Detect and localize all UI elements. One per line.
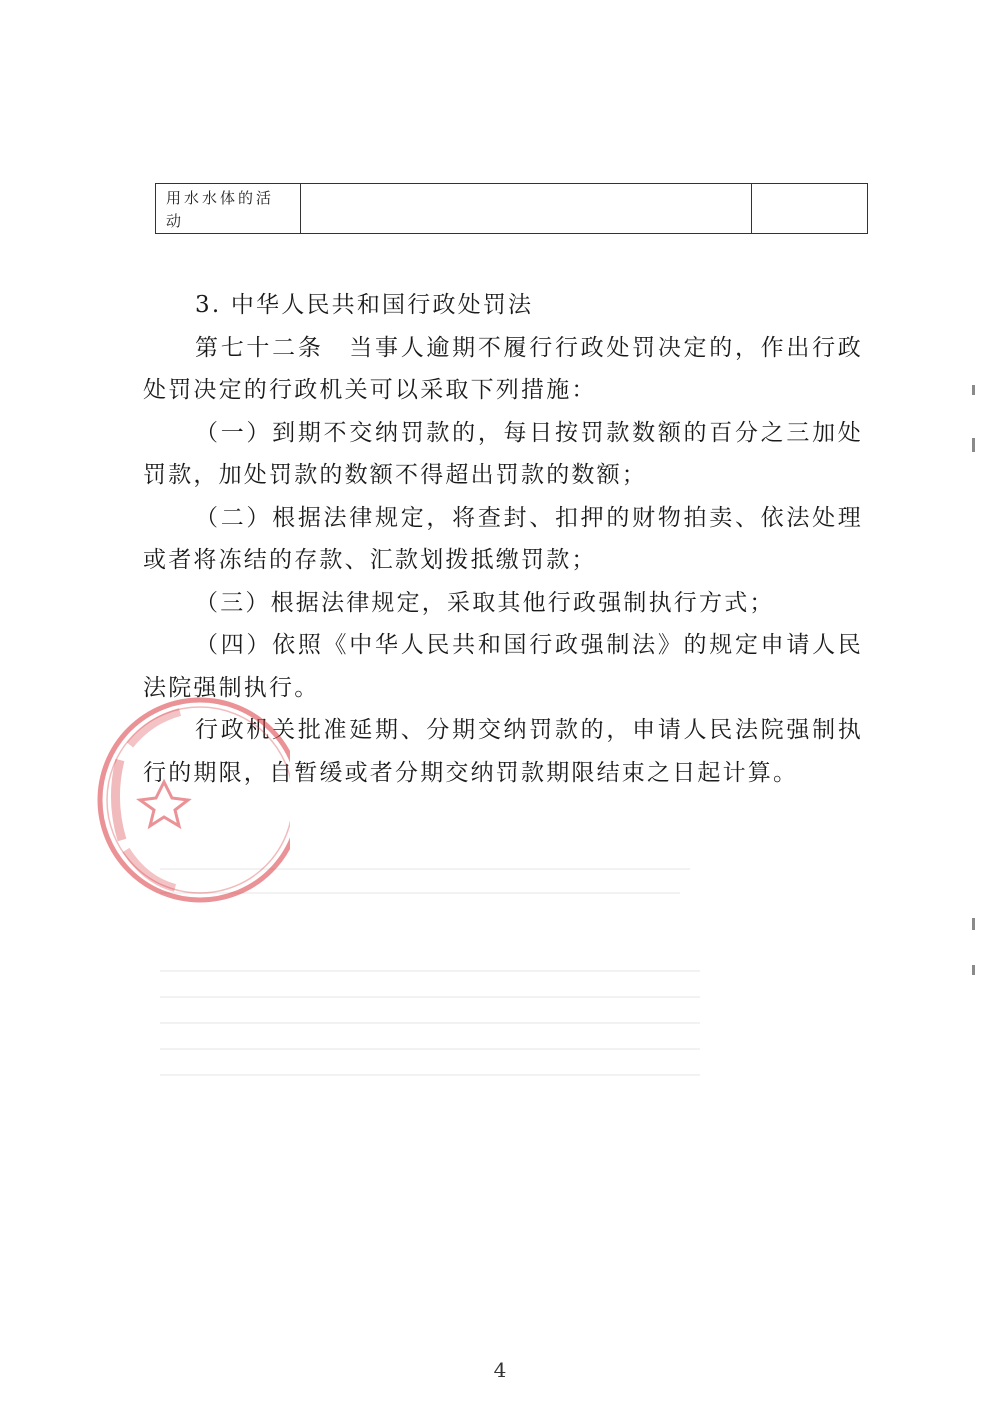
list-item: （三）根据法律规定，采取其他行政强制执行方式；	[195, 589, 775, 616]
cell-text-line: 动	[166, 212, 185, 230]
section-heading: 3. 中华人民共和国行政处罚法	[195, 292, 534, 318]
list-item: （四）依照《中华人民共和国行政强制法》的规定申请人民法院强制执行。	[143, 632, 863, 701]
bleed-through	[160, 1074, 700, 1076]
bleed-through	[160, 996, 700, 998]
bleed-through	[160, 970, 700, 972]
bleed-through	[160, 1048, 700, 1050]
scan-mark	[972, 918, 975, 930]
table-cell-empty	[301, 184, 752, 234]
activity-table	[155, 183, 868, 234]
bleed-through	[160, 1022, 700, 1024]
table-cell-empty	[752, 184, 868, 234]
table-cell-activity	[156, 184, 301, 234]
table-row	[156, 184, 868, 234]
list-item: （二）根据法律规定，将查封、扣押的财物拍卖、依法处理或者将冻结的存款、汇款划拨抵缴罚款；	[143, 504, 863, 573]
cell-text-line: 用水水体的活	[166, 189, 275, 207]
scan-mark	[972, 438, 975, 452]
scan-mark	[972, 965, 975, 975]
page-number: 4	[493, 1358, 507, 1382]
paragraph: 第七十二条 当事人逾期不履行行政处罚决定的，作出行政处罚决定的行政机关可以采取下列措施：	[143, 334, 863, 403]
scan-mark	[972, 385, 975, 395]
list-item: （一）到期不交纳罚款的，每日按罚款数额的百分之三加处罚款，加处罚款的数额不得超出罚款的数额；	[143, 419, 863, 488]
official-seal	[60, 690, 290, 920]
paragraph: 行政机关批准延期、分期交纳罚款的，申请人民法院强制执行的期限，自暂缓或者分期交纳罚款期限结束之日起计算。	[143, 717, 863, 786]
